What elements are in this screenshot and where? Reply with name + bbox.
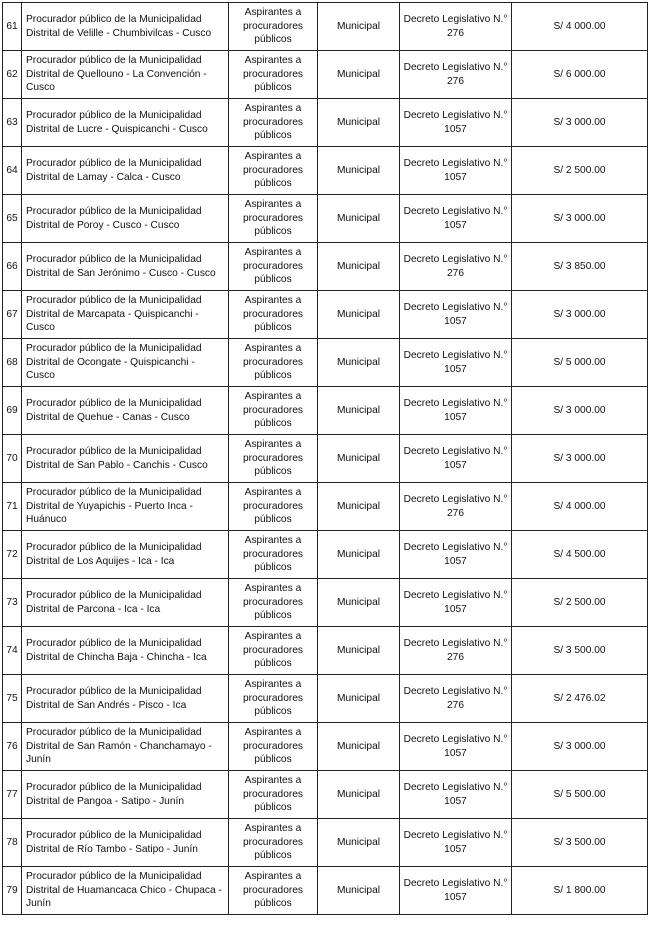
row-number-cell: 63	[3, 99, 22, 147]
row-number-cell: 66	[3, 243, 22, 291]
audience-cell: Aspirantes a procuradores públicos	[229, 675, 318, 723]
audience-cell: Aspirantes a procuradores públicos	[229, 531, 318, 579]
row-number-cell: 64	[3, 147, 22, 195]
row-number-cell: 69	[3, 387, 22, 435]
salary-cell: S/ 4 000.00	[512, 483, 648, 531]
audience-cell: Aspirantes a procuradores públicos	[229, 147, 318, 195]
government-level-cell: Municipal	[318, 579, 400, 627]
row-number-cell: 67	[3, 291, 22, 339]
position-description-cell: Procurador público de la Municipalidad Distrital de San Andrés - Pisco - Ica	[22, 675, 229, 723]
audience-cell: Aspirantes a procuradores públicos	[229, 339, 318, 387]
government-level-cell: Municipal	[318, 867, 400, 915]
audience-cell: Aspirantes a procuradores públicos	[229, 771, 318, 819]
government-level-cell: Municipal	[318, 435, 400, 483]
audience-cell: Aspirantes a procuradores públicos	[229, 291, 318, 339]
government-level-cell: Municipal	[318, 387, 400, 435]
row-number-cell: 79	[3, 867, 22, 915]
table-row	[3, 3, 648, 51]
salary-cell: S/ 6 000.00	[512, 51, 648, 99]
audience-cell: Aspirantes a procuradores públicos	[229, 3, 318, 51]
government-level-cell: Municipal	[318, 531, 400, 579]
table-row	[3, 819, 648, 867]
legal-regime-cell: Decreto Legislativo N.° 1057	[400, 531, 512, 579]
position-description-cell: Procurador público de la Municipalidad Distrital de Pangoa - Satipo - Junín	[22, 771, 229, 819]
legal-regime-cell: Decreto Legislativo N.° 276	[400, 627, 512, 675]
government-level-cell: Municipal	[318, 675, 400, 723]
government-level-cell: Municipal	[318, 147, 400, 195]
position-description-cell: Procurador público de la Municipalidad Distrital de Río Tambo - Satipo - Junín	[22, 819, 229, 867]
table-row	[3, 291, 648, 339]
salary-cell: S/ 3 850.00	[512, 243, 648, 291]
table-row	[3, 243, 648, 291]
legal-regime-cell: Decreto Legislativo N.° 1057	[400, 435, 512, 483]
salary-cell: S/ 3 000.00	[512, 387, 648, 435]
position-description-cell: Procurador público de la Municipalidad Distrital de Chincha Baja - Chincha - Ica	[22, 627, 229, 675]
audience-cell: Aspirantes a procuradores públicos	[229, 579, 318, 627]
position-description-cell: Procurador público de la Municipalidad Distrital de Ocongate - Quispicanchi - Cusco	[22, 339, 229, 387]
government-level-cell: Municipal	[318, 243, 400, 291]
table-row	[3, 435, 648, 483]
legal-regime-cell: Decreto Legislativo N.° 276	[400, 3, 512, 51]
audience-cell: Aspirantes a procuradores públicos	[229, 243, 318, 291]
legal-regime-cell: Decreto Legislativo N.° 1057	[400, 819, 512, 867]
salary-cell: S/ 3 000.00	[512, 723, 648, 771]
government-level-cell: Municipal	[318, 51, 400, 99]
position-description-cell: Procurador público de la Municipalidad Distrital de San Pablo - Canchis - Cusco	[22, 435, 229, 483]
row-number-cell: 62	[3, 51, 22, 99]
audience-cell: Aspirantes a procuradores públicos	[229, 435, 318, 483]
row-number-cell: 75	[3, 675, 22, 723]
table-row	[3, 771, 648, 819]
table-row	[3, 147, 648, 195]
salary-cell: S/ 4 000.00	[512, 3, 648, 51]
government-level-cell: Municipal	[318, 819, 400, 867]
audience-cell: Aspirantes a procuradores públicos	[229, 99, 318, 147]
position-description-cell: Procurador público de la Municipalidad Distrital de Marcapata - Quispicanchi - Cusco	[22, 291, 229, 339]
audience-cell: Aspirantes a procuradores públicos	[229, 387, 318, 435]
table-row	[3, 867, 648, 915]
table-row	[3, 387, 648, 435]
row-number-cell: 70	[3, 435, 22, 483]
salary-cell: S/ 3 000.00	[512, 99, 648, 147]
table-row	[3, 99, 648, 147]
audience-cell: Aspirantes a procuradores públicos	[229, 627, 318, 675]
position-description-cell: Procurador público de la Municipalidad Distrital de Parcona - Ica - Ica	[22, 579, 229, 627]
row-number-cell: 74	[3, 627, 22, 675]
government-level-cell: Municipal	[318, 3, 400, 51]
position-description-cell: Procurador público de la Municipalidad Distrital de Velille - Chumbivilcas - Cusco	[22, 3, 229, 51]
government-level-cell: Municipal	[318, 195, 400, 243]
position-description-cell: Procurador público de la Municipalidad Distrital de Yuyapichis - Puerto Inca - Huánuco	[22, 483, 229, 531]
row-number-cell: 61	[3, 3, 22, 51]
position-description-cell: Procurador público de la Municipalidad Distrital de Los Aquijes - Ica - Ica	[22, 531, 229, 579]
legal-regime-cell: Decreto Legislativo N.° 1057	[400, 771, 512, 819]
row-number-cell: 76	[3, 723, 22, 771]
position-description-cell: Procurador público de la Municipalidad Distrital de Quehue - Canas - Cusco	[22, 387, 229, 435]
row-number-cell: 65	[3, 195, 22, 243]
salary-cell: S/ 1 800.00	[512, 867, 648, 915]
audience-cell: Aspirantes a procuradores públicos	[229, 51, 318, 99]
table-row	[3, 51, 648, 99]
legal-regime-cell: Decreto Legislativo N.° 1057	[400, 867, 512, 915]
government-level-cell: Municipal	[318, 483, 400, 531]
audience-cell: Aspirantes a procuradores públicos	[229, 867, 318, 915]
government-level-cell: Municipal	[318, 339, 400, 387]
legal-regime-cell: Decreto Legislativo N.° 1057	[400, 723, 512, 771]
row-number-cell: 73	[3, 579, 22, 627]
salary-cell: S/ 3 000.00	[512, 291, 648, 339]
salary-cell: S/ 2 500.00	[512, 579, 648, 627]
government-level-cell: Municipal	[318, 99, 400, 147]
salary-cell: S/ 2 476.02	[512, 675, 648, 723]
audience-cell: Aspirantes a procuradores públicos	[229, 483, 318, 531]
position-description-cell: Procurador público de la Municipalidad Distrital de Huamancaca Chico - Chupaca - Junín	[22, 867, 229, 915]
audience-cell: Aspirantes a procuradores públicos	[229, 195, 318, 243]
position-description-cell: Procurador público de la Municipalidad Distrital de Poroy - Cusco - Cusco	[22, 195, 229, 243]
position-description-cell: Procurador público de la Municipalidad Distrital de San Ramón - Chanchamayo - Junín	[22, 723, 229, 771]
position-description-cell: Procurador público de la Municipalidad Distrital de Quellouno - La Convención - Cusco	[22, 51, 229, 99]
salary-cell: S/ 5 000.00	[512, 339, 648, 387]
row-number-cell: 77	[3, 771, 22, 819]
table-row	[3, 627, 648, 675]
government-level-cell: Municipal	[318, 627, 400, 675]
government-level-cell: Municipal	[318, 771, 400, 819]
position-description-cell: Procurador público de la Municipalidad Distrital de Lamay - Calca - Cusco	[22, 147, 229, 195]
row-number-cell: 71	[3, 483, 22, 531]
legal-regime-cell: Decreto Legislativo N.° 276	[400, 51, 512, 99]
row-number-cell: 68	[3, 339, 22, 387]
legal-regime-cell: Decreto Legislativo N.° 276	[400, 675, 512, 723]
legal-regime-cell: Decreto Legislativo N.° 1057	[400, 99, 512, 147]
salary-cell: S/ 2 500.00	[512, 147, 648, 195]
table-row	[3, 483, 648, 531]
audience-cell: Aspirantes a procuradores públicos	[229, 723, 318, 771]
position-description-cell: Procurador público de la Municipalidad Distrital de San Jerónimo - Cusco - Cusco	[22, 243, 229, 291]
positions-table	[2, 2, 648, 915]
salary-cell: S/ 3 500.00	[512, 627, 648, 675]
legal-regime-cell: Decreto Legislativo N.° 1057	[400, 579, 512, 627]
table-row	[3, 195, 648, 243]
salary-cell: S/ 3 000.00	[512, 195, 648, 243]
table-row	[3, 531, 648, 579]
salary-cell: S/ 3 000.00	[512, 435, 648, 483]
row-number-cell: 72	[3, 531, 22, 579]
legal-regime-cell: Decreto Legislativo N.° 1057	[400, 339, 512, 387]
salary-cell: S/ 3 500.00	[512, 819, 648, 867]
legal-regime-cell: Decreto Legislativo N.° 1057	[400, 387, 512, 435]
position-description-cell: Procurador público de la Municipalidad Distrital de Lucre - Quispicanchi - Cusco	[22, 99, 229, 147]
legal-regime-cell: Decreto Legislativo N.° 1057	[400, 195, 512, 243]
legal-regime-cell: Decreto Legislativo N.° 276	[400, 483, 512, 531]
legal-regime-cell: Decreto Legislativo N.° 276	[400, 243, 512, 291]
table-row	[3, 723, 648, 771]
government-level-cell: Municipal	[318, 291, 400, 339]
table-row	[3, 675, 648, 723]
table-row	[3, 579, 648, 627]
salary-cell: S/ 4 500.00	[512, 531, 648, 579]
row-number-cell: 78	[3, 819, 22, 867]
legal-regime-cell: Decreto Legislativo N.° 1057	[400, 147, 512, 195]
legal-regime-cell: Decreto Legislativo N.° 1057	[400, 291, 512, 339]
table-row	[3, 339, 648, 387]
table-body	[3, 3, 648, 915]
audience-cell: Aspirantes a procuradores públicos	[229, 819, 318, 867]
salary-cell: S/ 5 500.00	[512, 771, 648, 819]
government-level-cell: Municipal	[318, 723, 400, 771]
